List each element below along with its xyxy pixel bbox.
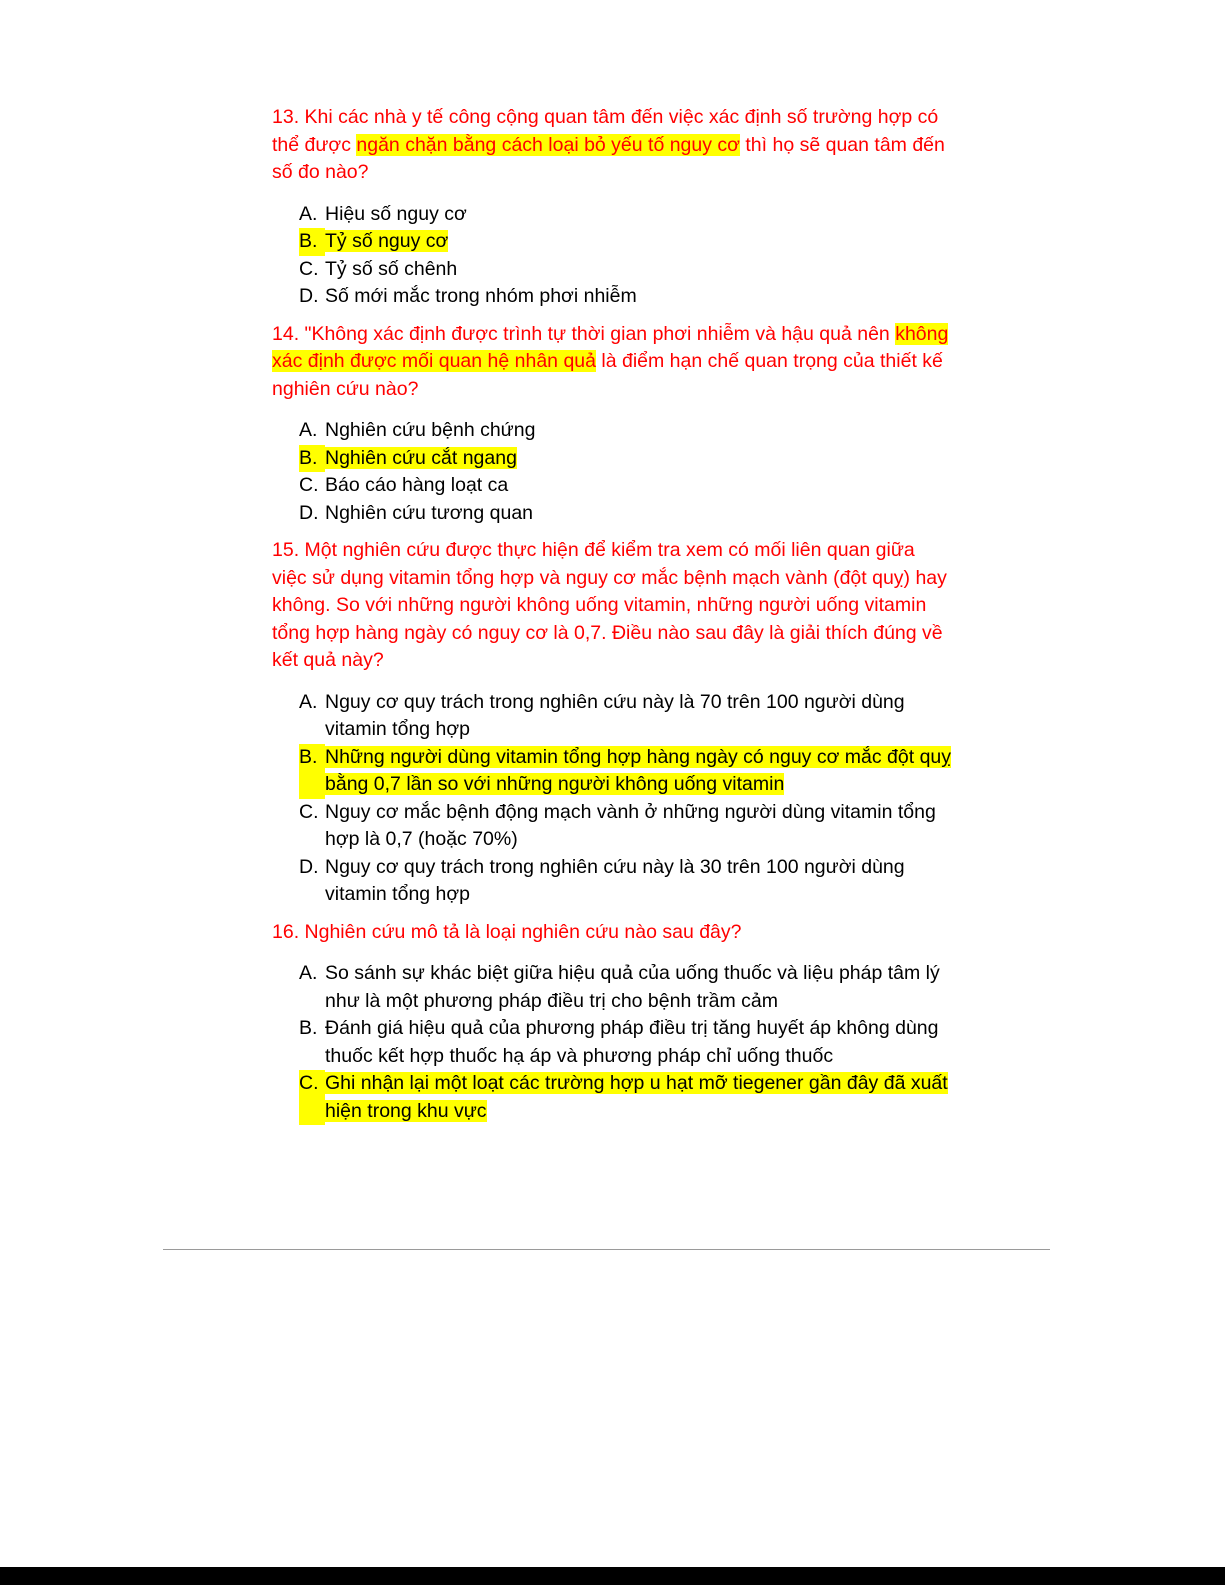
answer-option-correct	[299, 445, 952, 473]
option-letter: B.	[299, 744, 325, 799]
answer-option	[299, 256, 952, 284]
footer-divider	[163, 1249, 1050, 1250]
option-text-wrap	[325, 445, 952, 473]
answer-option-correct	[299, 1070, 952, 1125]
option-text: Nghiên cứu bệnh chứng	[325, 419, 536, 441]
option-letter: B.	[299, 228, 325, 256]
option-text: Những người dùng vitamin tổng hợp hàng ngày có nguy cơ mắc đột quỵ bằng 0,7 lần so với những người không uống vitamin	[325, 745, 952, 795]
option-text: Nguy cơ quy trách trong nghiên cứu này là 70 trên 100 người dùng vitamin tổng hợp	[325, 690, 905, 740]
option-text: Số mới mắc trong nhóm phơi nhiễm	[325, 285, 637, 307]
option-letter: A.	[299, 690, 318, 713]
option-text-wrap	[325, 1070, 952, 1125]
option-letter: B.	[299, 445, 325, 473]
option-letter: C.	[299, 474, 319, 496]
answer-option	[299, 417, 952, 445]
option-text: Nguy cơ mắc bệnh động mạch vành ở những người dùng vitamin tổng hợp là 0,7 (hoặc 70%)	[325, 800, 936, 850]
question-15	[272, 537, 952, 675]
option-text-wrap	[325, 256, 952, 284]
option-text: Tỷ số nguy cơ	[325, 230, 449, 252]
answer-option	[299, 689, 952, 744]
answer-option	[299, 1015, 952, 1070]
answer-option	[299, 854, 952, 909]
option-text-wrap	[325, 960, 952, 1015]
question-text: 16. Nghiên cứu mô tả là loại nghiên cứu nào sau đây?	[272, 920, 742, 943]
option-text: Ghi nhận lại một loạt các trường hợp u hạt mỡ tiegener gần đây đã xuất hiện trong khu vực	[325, 1072, 948, 1122]
option-text: Nghiên cứu cắt ngang	[325, 446, 517, 469]
quiz-content	[272, 104, 952, 1125]
question-text: 15. Một nghiên cứu được thực hiện để kiểm tra xem có mối liên quan giữa việc sử dụng vitamin tổng hợp và nguy cơ mắc bệnh mạch vành (đột quỵ) hay không. So với những người không uống vitamin, những người uống vitamin tổng hợp hàng ngày có nguy cơ là 0,7. Điều nào sau đây là giải thích đúng về kết quả này?	[272, 539, 947, 671]
option-text-wrap	[325, 201, 952, 229]
option-letter: A.	[299, 419, 318, 441]
answer-option	[299, 283, 952, 311]
question-highlight: không xác định được mối quan hệ nhân quả	[272, 322, 949, 372]
option-text: Nguy cơ quy trách trong nghiên cứu này là 30 trên 100 người dùng vitamin tổng hợp	[325, 855, 905, 905]
option-text-wrap	[325, 799, 952, 854]
question-text: 14. "Không xác định được trình tự thời gian phơi nhiễm và hậu quả nên	[272, 322, 896, 345]
option-letter: A.	[299, 962, 318, 984]
option-letter: C.	[299, 257, 319, 280]
option-text-wrap	[325, 283, 952, 311]
answer-options	[272, 417, 952, 527]
option-text: Hiệu số nguy cơ	[325, 202, 467, 225]
answer-options	[272, 201, 952, 311]
option-letter: D.	[299, 501, 319, 524]
option-text-wrap	[325, 500, 952, 528]
option-letter: C.	[299, 1070, 325, 1125]
option-letter: A.	[299, 202, 318, 225]
question-13	[272, 104, 952, 187]
question-text-suffix: thì họ sẽ quan tâm đến số đo nào?	[272, 133, 945, 183]
option-letter: B.	[299, 1017, 318, 1039]
option-text: Báo cáo hàng loạt ca	[325, 474, 509, 496]
option-letter: D.	[299, 285, 319, 307]
option-text-wrap	[325, 472, 952, 500]
answer-option	[299, 799, 952, 854]
question-text-suffix: là điểm hạn chế quan trọng của thiết kế nghiên cứu nào?	[272, 350, 943, 400]
option-text-wrap	[325, 417, 952, 445]
option-text-wrap	[325, 1015, 952, 1070]
option-text: So sánh sự khác biệt giữa hiệu quả của uống thuốc và liệu pháp tâm lý như là một phương pháp điều trị cho bệnh trầm cảm	[325, 962, 940, 1012]
question-14	[272, 321, 952, 404]
option-text-wrap	[325, 228, 952, 256]
question-16	[272, 919, 952, 947]
answer-options	[272, 689, 952, 909]
option-text-wrap	[325, 854, 952, 909]
option-text: Đánh giá hiệu quả của phương pháp điều trị tăng huyết áp không dùng thuốc kết hợp thuốc hạ áp và phương pháp chỉ uống thuốc	[325, 1017, 939, 1067]
answer-option	[299, 472, 952, 500]
answer-option-correct	[299, 744, 952, 799]
answer-option	[299, 201, 952, 229]
answer-options	[272, 960, 952, 1125]
answer-option	[299, 960, 952, 1015]
question-text: 13. Khi các nhà y tế công cộng quan tâm đến việc xác định số trường hợp có thể được	[272, 106, 939, 156]
answer-option-correct	[299, 228, 952, 256]
option-text-wrap	[325, 689, 952, 744]
page-bottom-edge	[0, 1567, 1225, 1585]
option-text: Nghiên cứu tương quan	[325, 501, 534, 524]
option-letter: D.	[299, 855, 319, 878]
answer-option	[299, 500, 952, 528]
question-highlight: ngăn chặn bằng cách loại bỏ yếu tố nguy cơ	[356, 133, 740, 156]
option-letter: C.	[299, 800, 319, 823]
option-text: Tỷ số số chênh	[325, 257, 458, 280]
option-text-wrap	[325, 744, 952, 799]
